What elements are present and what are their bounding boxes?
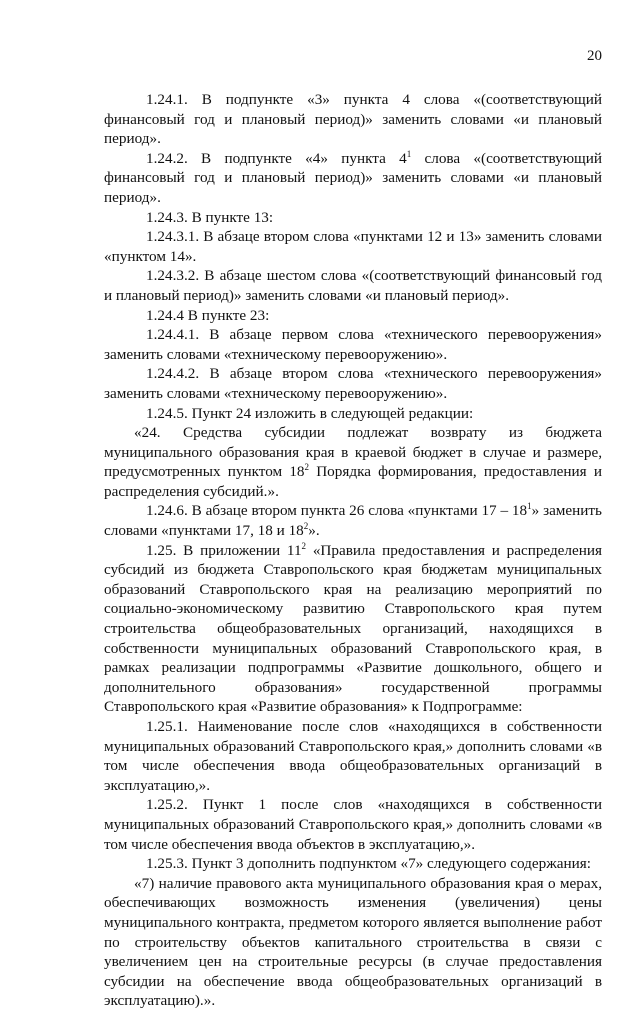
paragraph-text: 1.24.4 В пункте 23: [146,306,270,324]
superscript: 1 [406,148,412,159]
paragraph [104,325,602,364]
paragraph [104,266,602,305]
paragraph-text: «Правила предоставления и распределения субсидий из бюджета Ставропольского края бюджетам муниципальных образований Ставропольского края на реализацию мероприятий по социально-экономическому развитию Ставропольского края путем строительства общеобразовательных организаций, находящихся в собственности муниципальных образований Ставропольского края, в рамках реализации подпрограммы «Развитие дошкольного, общего и дополнительного образования» государственной программы Ставропольского края «Развитие образования» к Подпрограмме: [104,541,602,716]
paragraph-text: 1.25.3. Пункт 3 дополнить подпунктом «7» следующего содержания: [146,855,591,873]
superscript: 1 [527,501,532,512]
paragraph-text: 1.24.5. Пункт 24 изложить в следующей редакции: [146,404,474,422]
paragraph [104,306,602,326]
paragraph [104,795,602,854]
paragraph-text: 1.24.1. В подпункте «3» пункта 4 слова «(соответствующий финансовый год и плановый период)» заменить словами «и плановый период». [104,91,602,148]
document-body [104,90,602,1011]
paragraph [104,854,602,874]
paragraph-text: 1.24.3.1. В абзаце втором слова «пунктами 12 и 13» заменить словами «пунктом 14». [104,228,602,265]
paragraph-text: 1.24.4.1. В абзаце первом слова «технического перевооружения» заменить словами «техническому перевооружению». [104,326,602,363]
paragraph [104,208,602,228]
paragraph-text: 1.25.2. Пункт 1 после слов «находящихся в собственности муниципальных образований Ставропольского края,» дополнить словами «в том числе обеспечения ввода объектов в эксплуатацию,». [104,796,602,853]
paragraph [104,364,602,403]
paragraph [104,717,602,795]
paragraph-text: «7) наличие правового акта муниципального образования края о мерах, обеспечивающих возможность изменения (увеличения) цены муниципального контракта, предметом которого является выполнение работ по строительству объектов капитального строительства в связи с увеличением цен на строительные ресурсы (в случае предоставления субсидии на обеспечение ввода общеобразовательных организаций в эксплуатацию).». [104,874,602,1010]
paragraph [104,541,602,717]
paragraph-text: «24. Средства субсидии подлежат возврату из бюджета муниципального образования края в краевой бюджет в случае и размере, предусмотренных пунктом 18 [104,424,602,481]
paragraph [104,501,602,540]
paragraph [104,423,602,501]
paragraph-text: Порядка формирования, предоставления и распределения субсидий.». [104,463,602,500]
paragraph-text: слова «(соответствующий финансовый год и плановый период)» заменить словами «и плановый период». [104,149,602,206]
paragraph-text: 1.24.3. В пункте 13: [146,208,274,226]
paragraph-text: 1.24.4.2. В абзаце втором слова «технического перевооружения» заменить словами «техническому перевооружению». [104,365,602,402]
paragraph-text: 1.25.1. Наименование после слов «находящихся в собственности муниципальных образований Ставропольского края,» дополнить словами «в том числе обеспечения ввода общеобразовательных организаций в эксплуатацию,». [104,718,602,794]
paragraph-text: » заменить словами «пунктами 17, 18 и 18 [104,502,602,540]
paragraph [104,90,602,149]
paragraph-text: 1.24.3.2. В абзаце шестом слова «(соответствующий финансовый год и плановый период)» заменить словами «и плановый период». [104,267,602,304]
paragraph [104,404,602,424]
paragraph-text: 1.25. В приложении 11 [146,541,302,559]
superscript: 2 [303,521,309,532]
paragraph-text: ». [308,522,320,540]
paragraph [104,149,602,208]
paragraph-text: 1.24.6. В абзаце втором пункта 26 слова «пунктами 17 – 18 [146,502,528,520]
paragraph-text: 1.24.2. В подпункте «4» пункта 4 [146,149,407,167]
paragraph [104,874,602,1011]
superscript: 2 [301,540,307,551]
page-number: 20 [587,48,602,64]
paragraph [104,227,602,266]
superscript: 2 [304,462,310,473]
